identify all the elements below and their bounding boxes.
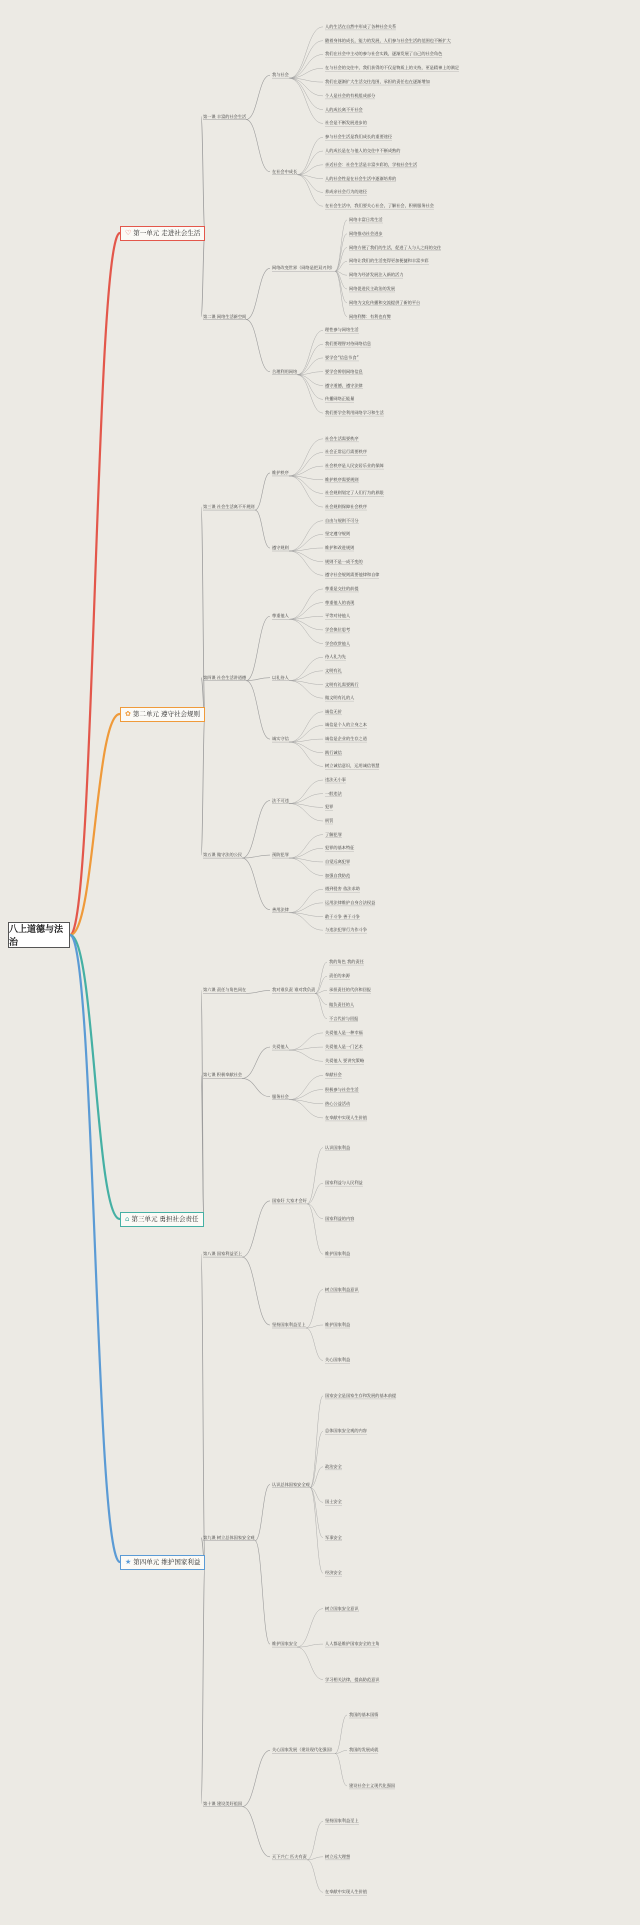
leaf-node[interactable]: 随着身体的成长，能力的发展，人们参与社会生活的范围也不断扩大 (325, 37, 451, 43)
connector-line (335, 248, 347, 272)
connector-line (307, 1860, 323, 1892)
connector-line (315, 993, 327, 1004)
leaf-node[interactable]: 理性参与网络生活 (325, 327, 359, 333)
leaf-node[interactable]: 坚定遵守规则 (325, 531, 351, 537)
leaf-node[interactable]: 在社会生活中，我们要关心社会，了解社会，积极服务社会 (325, 203, 434, 209)
connector-line (201, 117, 205, 233)
connector-line (242, 1807, 270, 1857)
leaf-node[interactable]: 经济安全 (325, 1570, 342, 1576)
leaf-node[interactable]: 树立国家利益意识 (325, 1286, 359, 1292)
leaf-node[interactable]: 加强自我防范 (325, 872, 351, 878)
leaf-node[interactable]: 网络促进民主政治的发展 (349, 285, 396, 291)
connector-line (289, 78, 323, 96)
group-node[interactable]: 关爱他人 (272, 1044, 289, 1050)
house-icon: ⌂ (125, 1214, 130, 1223)
connector-line (242, 801, 270, 859)
connector-line (297, 1647, 323, 1679)
connector-line (289, 619, 323, 643)
leaf-node[interactable]: 军事安全 (325, 1534, 342, 1540)
connector-line (335, 1753, 347, 1785)
unit-label: 第三单元 勇担社会责任 (131, 1214, 199, 1223)
group-node[interactable]: 认识总体国家安全观 (272, 1481, 310, 1487)
group-node[interactable]: 法不可违 (272, 797, 289, 803)
leaf-node[interactable]: 平等对待他人 (325, 613, 351, 619)
leaf-node[interactable]: 国家安全是国家生存和发展的基本前提 (325, 1392, 397, 1398)
unit-node[interactable] (120, 707, 205, 722)
flower-icon: ✿ (125, 709, 131, 718)
group-node[interactable]: 维护国家安全 (272, 1641, 298, 1647)
leaf-node[interactable]: 奉献社会 (325, 1072, 342, 1078)
lesson-node[interactable]: 第四课 社会生活讲道德 (203, 674, 247, 680)
connector-line (255, 1541, 270, 1644)
leaf-node[interactable]: 网络利弊：有利也有弊 (349, 313, 391, 319)
root-node[interactable]: 八上道德与法治 (8, 922, 70, 948)
group-node[interactable]: 善用法律 (272, 906, 289, 912)
connector-line (289, 903, 323, 913)
leaf-node[interactable]: 人的社会性是在社会生活中逐渐培养的 (325, 175, 397, 181)
lesson-node[interactable]: 第七课 积极奉献社会 (203, 1072, 243, 1078)
leaf-node[interactable]: 我们在逐渐扩大生活交往范围，承担的责任也在逐渐增加 (325, 79, 430, 85)
group-node[interactable]: 诚实守信 (272, 736, 289, 742)
leaf-node[interactable]: 个人是社会的有机组成部分 (325, 92, 376, 98)
connector-line (297, 375, 323, 386)
connector-line (306, 1328, 323, 1360)
connector-line (289, 54, 323, 78)
connector-line (289, 476, 323, 507)
leaf-node[interactable]: 网络丰富日常生活 (349, 217, 383, 222)
connector-line (289, 657, 323, 680)
unit-node[interactable] (120, 1212, 204, 1227)
unit-label: 第二单元 遵守社会规则 (132, 709, 200, 718)
connector-line (289, 619, 323, 630)
lesson-node[interactable]: 第九课 树立总体国家安全观 (203, 1534, 255, 1540)
group-node[interactable]: 遵守规则 (272, 545, 289, 550)
connector-line (289, 1090, 323, 1100)
leaf-node[interactable]: 我们在社会中主动的参与社会实践，逐渐发展了自己的社会角色 (325, 51, 443, 57)
connector-line (297, 1609, 323, 1647)
connector-line (289, 804, 323, 821)
leaf-node[interactable]: 敢于斗争 善于斗争 (325, 913, 360, 919)
leaf-node[interactable]: 待人礼为先 (325, 654, 346, 660)
leaf-node[interactable]: 在与社会的交往中，我们获得的不仅是物质上的支持，更是精神上的满足 (325, 65, 460, 71)
leaf-node[interactable]: 运用法律维护自身合法权益 (325, 899, 376, 905)
star-icon: ★ (125, 1557, 132, 1566)
unit-node[interactable] (120, 226, 205, 241)
leaf-node[interactable]: 遵守道德，遵守法律 (325, 382, 363, 388)
connector-line (289, 534, 323, 551)
leaf-node[interactable]: 文明有礼 (325, 667, 342, 673)
connector-line (242, 1078, 270, 1096)
leaf-node[interactable]: 要学会辨别网络信息 (325, 368, 363, 374)
heart-icon: ♡ (125, 228, 132, 237)
leaf-node[interactable]: 政治安全 (325, 1463, 342, 1469)
group-node[interactable]: 关心国家发展（建设现代化强国） (272, 1747, 335, 1753)
connector-line (306, 1290, 323, 1328)
connector-line (289, 671, 323, 681)
leaf-node[interactable]: 我们要理智对待网络信息 (325, 341, 372, 347)
connector-line (297, 151, 323, 175)
leaf-node[interactable]: 与违法犯罪行为作斗争 (325, 927, 367, 933)
leaf-node[interactable]: 认识国家利益 (325, 1144, 351, 1150)
leaf-node[interactable]: 我的角色 我的责任 (329, 959, 364, 965)
connector-line (315, 962, 327, 993)
leaf-node[interactable]: 犯罪 (325, 804, 334, 810)
connector-line (289, 452, 323, 475)
leaf-node[interactable]: 学习相关法律，提高防范意识 (325, 1676, 380, 1682)
connector-line (255, 473, 270, 510)
group-node[interactable]: 以礼待人 (272, 674, 289, 680)
connector-line (297, 344, 323, 375)
leaf-node[interactable]: 网络让我们的生活变得更加便捷和丰富多彩 (349, 258, 429, 264)
connector-line (242, 855, 270, 858)
connector-line (201, 233, 205, 317)
leaf-node[interactable]: 诚信是个人的立身之本 (325, 722, 367, 728)
connector-line (201, 1254, 205, 1562)
leaf-node[interactable]: 社会规则保障社会秩序 (325, 504, 367, 510)
leaf-node[interactable]: 树立诚信意识，运用诚信智慧 (325, 763, 380, 769)
leaf-node[interactable]: 人的生活在自然中形成了各种社会关系 (325, 23, 397, 29)
leaf-node[interactable]: 人人都是维护国家安全的主角 (325, 1641, 380, 1647)
lesson-node[interactable]: 第二课 网络生活新空间 (203, 313, 247, 319)
lesson-node[interactable]: 第八课 国家利益至上 (203, 1251, 243, 1257)
leaf-node[interactable]: 关爱他人是一种幸福 (325, 1029, 363, 1035)
connector-line (70, 935, 120, 1219)
leaf-node[interactable]: 在奉献中实现人生价值 (325, 1114, 367, 1120)
connector-line (307, 1148, 323, 1204)
connector-line (289, 551, 323, 562)
leaf-node[interactable]: 文明有礼需要践行 (325, 681, 359, 687)
group-node[interactable]: 服务社会 (272, 1093, 289, 1099)
connector-line (289, 889, 323, 912)
leaf-node[interactable]: 关爱他人 要讲究策略 (325, 1058, 365, 1064)
connector-line (297, 375, 323, 400)
leaf-node[interactable]: 要学会“信息节食” (325, 354, 359, 360)
connector-line (242, 858, 270, 910)
leaf-node[interactable]: 社会生活需要秩序 (325, 435, 359, 441)
leaf-node[interactable]: 了解犯罪 (325, 831, 342, 837)
connector-line (289, 794, 323, 804)
leaf-node[interactable]: 社会规则划定了人们行为的界限 (325, 490, 384, 496)
connector-line (310, 1396, 323, 1488)
connector-line (289, 589, 323, 619)
connector-line (289, 78, 323, 109)
connector-line (289, 913, 323, 930)
connector-line (310, 1488, 323, 1574)
leaf-node[interactable]: 参与社会生活是我们成长的重要途径 (325, 134, 393, 140)
leaf-node[interactable]: 违法无小事 (325, 777, 346, 783)
leaf-node[interactable]: 在奉献中实现人生价值 (325, 1889, 367, 1895)
connector-line (335, 271, 347, 316)
connector-line (289, 78, 323, 123)
group-node[interactable]: 维护秩序 (272, 469, 289, 475)
leaf-node[interactable]: 热心公益活动 (325, 1100, 351, 1106)
connector-line (242, 1047, 270, 1078)
connector-line (307, 1204, 323, 1219)
leaf-node[interactable]: 树立远大理想 (325, 1853, 351, 1859)
group-node[interactable]: 国家好 大家才会好 (272, 1197, 307, 1203)
unit-label: 第一单元 走进社会生活 (133, 228, 201, 237)
leaf-node[interactable]: 国家利益与人民利益 (325, 1180, 363, 1186)
leaf-node[interactable]: 坚持国家利益至上 (325, 1818, 359, 1824)
connector-line (289, 681, 323, 698)
connector-line (289, 41, 323, 78)
unit-node[interactable] (120, 1555, 205, 1570)
leaf-node[interactable]: 网络推动社会进步 (349, 230, 383, 236)
leaf-node[interactable]: 自由与规则不可分 (325, 517, 359, 523)
group-node[interactable]: 合理利用网络 (272, 368, 298, 374)
connector-line (246, 320, 270, 372)
leaf-node[interactable]: 诚信无价 (325, 708, 342, 714)
connector-line (289, 1050, 323, 1061)
leaf-node[interactable]: 尊重是交往的前提 (325, 585, 359, 591)
connector-line (201, 507, 205, 714)
leaf-node[interactable]: 犯罪的基本特征 (325, 845, 355, 851)
leaf-node[interactable]: 传播网络正能量 (325, 396, 355, 402)
connector-line (70, 935, 120, 1562)
leaf-node[interactable]: 责任的来源 (329, 973, 350, 979)
connector-line (289, 603, 323, 620)
connector-line (289, 476, 323, 493)
group-node[interactable]: 我与社会 (272, 72, 289, 78)
connector-line (242, 1750, 270, 1806)
connector-line (297, 175, 323, 193)
leaf-node[interactable]: 做文明有礼的人 (325, 695, 355, 701)
leaf-node[interactable]: 关爱他人是一门艺术 (325, 1044, 363, 1050)
connector-line (297, 330, 323, 374)
connector-line (289, 780, 323, 803)
leaf-node[interactable]: 网络方便了我们的生活，促进了人与人之间的交往 (349, 244, 442, 250)
leaf-node[interactable]: 人的成长是在与他人的交往中不断成熟的 (325, 148, 401, 154)
connector-line (201, 714, 205, 855)
connector-line (335, 234, 347, 271)
lesson-node[interactable]: 第五课 做守法的公民 (203, 852, 243, 858)
leaf-node[interactable]: 维护国家利益 (325, 1251, 351, 1257)
group-node[interactable]: 坚持国家利益至上 (272, 1322, 306, 1327)
connector-line (289, 712, 323, 742)
leaf-node[interactable]: 遵守社会规则需要他律和自律 (325, 572, 380, 578)
connector-line (297, 358, 323, 375)
connector-line (289, 27, 323, 78)
connector-line (201, 990, 204, 1219)
connector-line (297, 175, 323, 206)
connector-line (289, 725, 323, 742)
connector-line (246, 75, 270, 119)
connector-line (242, 1257, 270, 1325)
group-node[interactable]: 天下兴亡 匹夫有责 (272, 1853, 307, 1859)
leaf-node[interactable]: 尊重他人的表现 (325, 599, 355, 605)
leaf-node[interactable]: 自觉远离犯罪 (325, 858, 351, 864)
leaf-node[interactable]: 社会正常运行需要秩序 (325, 449, 367, 455)
connector-line (289, 1075, 323, 1099)
leaf-node[interactable]: 学会换位思考 (325, 626, 351, 632)
leaf-node[interactable]: 刑罚 (325, 817, 334, 823)
leaf-node[interactable]: 做负责任的人 (329, 1001, 355, 1007)
leaf-node[interactable]: 维护国家利益 (325, 1322, 351, 1327)
lesson-node[interactable]: 第三课 社会生活离不开规则 (203, 504, 255, 510)
connector-line (246, 616, 270, 680)
connector-line (335, 1715, 347, 1753)
leaf-node[interactable]: 我们要学会利用网络学习和生活 (325, 410, 384, 416)
connector-line (315, 993, 327, 1018)
connector-line (289, 1100, 323, 1118)
leaf-node[interactable]: 承担责任的代价和回报 (329, 987, 371, 993)
leaf-node[interactable]: 不言代价与回报 (329, 1015, 359, 1021)
leaf-node[interactable]: 积极参与社会生活 (325, 1086, 359, 1092)
connector-line (289, 742, 323, 753)
connector-line (255, 1485, 270, 1541)
leaf-node[interactable]: 总体国家安全观的内容 (325, 1428, 367, 1434)
connector-line (255, 510, 270, 548)
connector-line (307, 1821, 323, 1859)
leaf-node[interactable]: 人的成长离不开社会 (325, 106, 363, 112)
lesson-node[interactable]: 第一课 丰富的社会生活 (203, 113, 247, 119)
unit-label: 第四单元 维护国家利益 (133, 1557, 201, 1566)
leaf-node[interactable]: 社会秩序是人民安居乐业的保障 (325, 463, 384, 469)
leaf-node[interactable]: 一般违法 (325, 790, 342, 796)
connector-line (246, 681, 270, 739)
connector-line (315, 976, 327, 993)
leaf-node[interactable]: 践行诚信 (325, 749, 342, 755)
lesson-node[interactable]: 第十课 建设美好祖国 (203, 1800, 243, 1806)
leaf-node[interactable]: 建设社会主义现代化强国 (349, 1782, 396, 1788)
connector-line (289, 742, 323, 766)
leaf-node[interactable]: 我国的基本国情 (349, 1712, 379, 1717)
connector-line (242, 1201, 270, 1257)
connector-line (297, 375, 323, 413)
group-node[interactable]: 预防犯罪 (272, 852, 289, 858)
leaf-node[interactable]: 规则不是一成不变的 (325, 558, 363, 564)
leaf-node[interactable]: 养成亲社会行为的途径 (325, 189, 367, 195)
connector-line (289, 848, 323, 858)
connector-line (70, 714, 120, 935)
leaf-node[interactable]: 社会是不断发展进步的 (325, 120, 367, 126)
leaf-node[interactable]: 维护秩序需要规则 (325, 476, 359, 482)
leaf-node[interactable]: 国土安全 (325, 1499, 342, 1505)
leaf-node[interactable]: 关心国家利益 (325, 1357, 351, 1363)
leaf-node[interactable]: 网络为经济发展注入新的活力 (349, 272, 404, 278)
connector-line (289, 858, 323, 875)
group-node[interactable]: 我对谁负责 谁对我负责 (272, 987, 316, 993)
leaf-node[interactable]: 我国的发展成就 (349, 1747, 379, 1753)
connector-line (289, 1033, 323, 1050)
group-node[interactable]: 网络改变世界（网络是把双刃剑） (272, 265, 335, 271)
connector-line (289, 551, 323, 575)
connector-line (246, 268, 270, 319)
group-node[interactable]: 尊重他人 (272, 613, 289, 619)
leaf-node[interactable]: 亲近社会：社会生活是丰富多彩的，学校社会生活 (325, 161, 418, 167)
group-node[interactable]: 在社会中成长 (272, 168, 298, 174)
connector-line (289, 521, 323, 551)
connector-line (289, 835, 323, 858)
leaf-node[interactable]: 网络为文化传播和交流提供了新的平台 (349, 299, 421, 305)
leaf-node[interactable]: 国家利益的内容 (325, 1215, 355, 1221)
connector-line (335, 220, 347, 271)
leaf-node[interactable]: 学会欣赏他人 (325, 640, 351, 646)
connector-line (246, 990, 270, 993)
leaf-node[interactable]: 维护和改进规则 (325, 545, 355, 550)
connector-line (307, 1183, 323, 1204)
leaf-node[interactable]: 诚信是企业的生存之道 (325, 736, 367, 742)
leaf-node[interactable]: 遇到侵害 依法求助 (325, 886, 360, 892)
connector-line (297, 137, 323, 174)
connector-line (201, 1562, 205, 1804)
connector-line (335, 271, 347, 302)
connector-line (246, 120, 270, 172)
lesson-node[interactable]: 第六课 责任与角色同在 (203, 987, 247, 993)
leaf-node[interactable]: 树立国家安全意识 (325, 1605, 359, 1611)
connector-line (289, 439, 323, 476)
